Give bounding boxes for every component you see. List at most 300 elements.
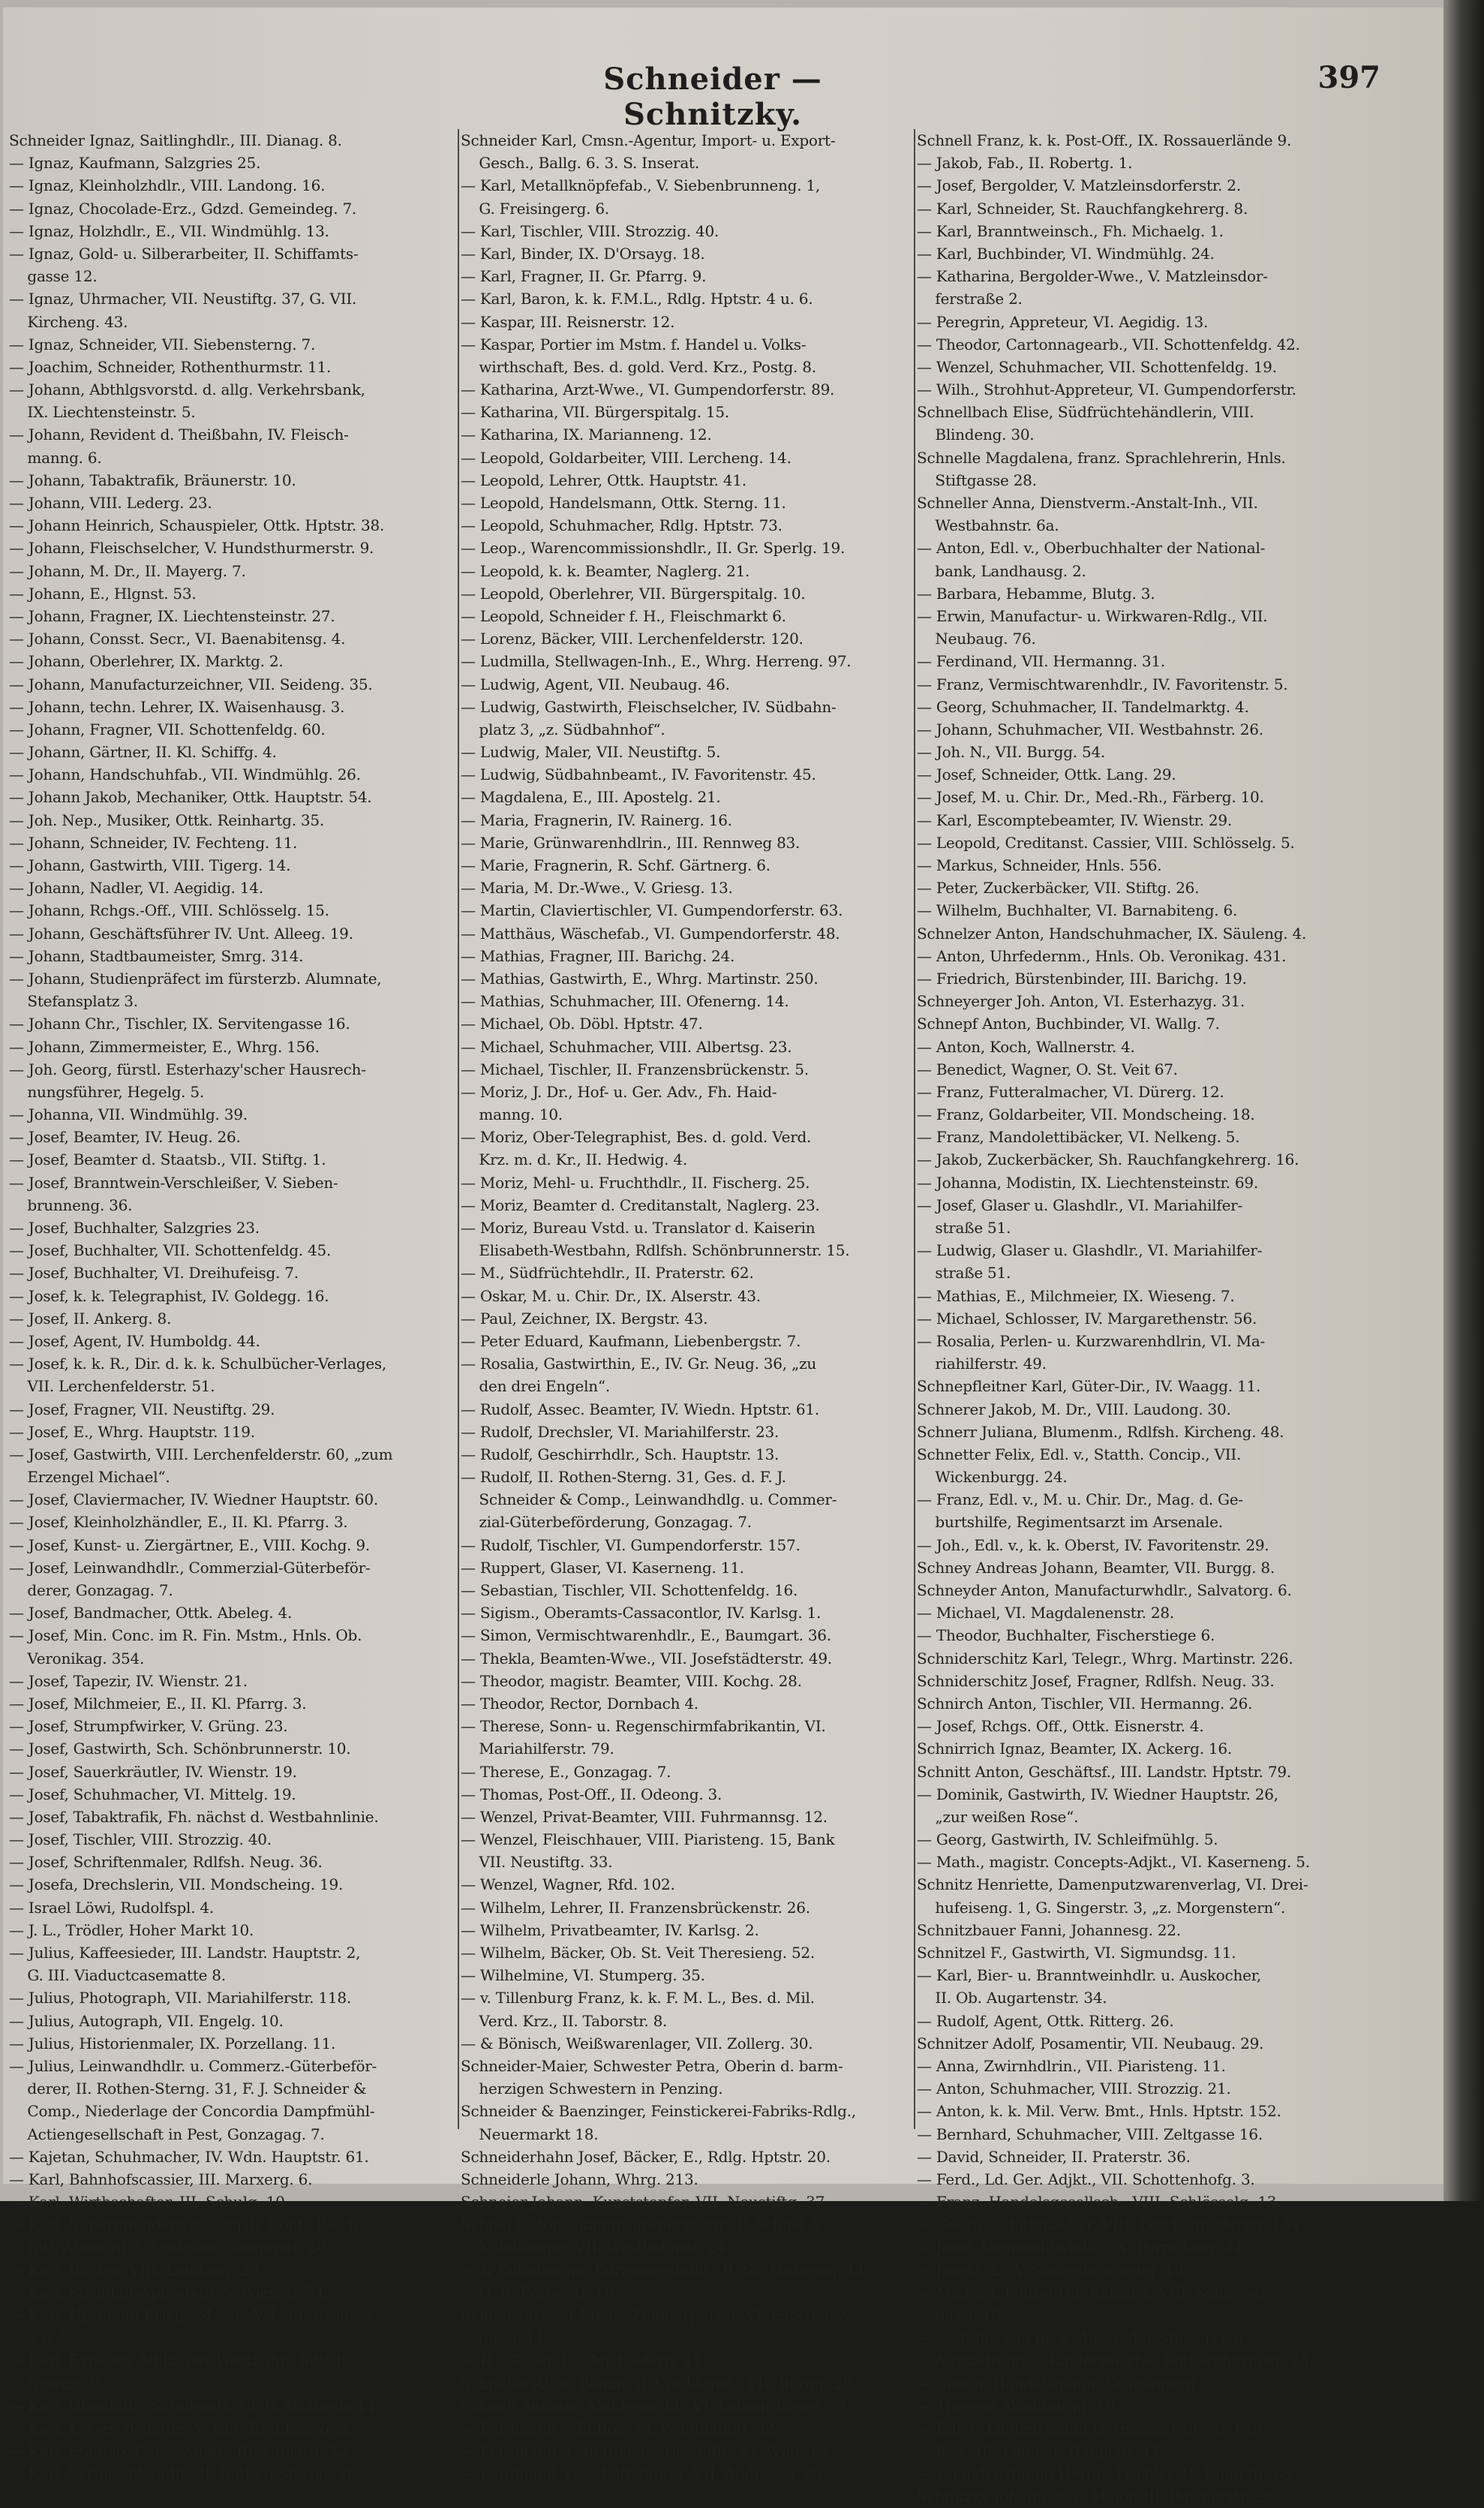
directory-entry: — Joachim, Schneider, Rothenthurmstr. 11. [9, 357, 332, 376]
directory-entry: — Ludwig, Glaser u. Glashdlr., VI. Mariahilfer- [917, 1241, 1263, 1260]
directory-entry: — v. Lindenstamm Herm., Tischler, II. Taborstr. 65. [917, 2464, 1296, 2483]
directory-entry: II. Ob. Augartenstr. 34. [917, 1989, 1107, 2007]
directory-entry: — S., Rdlg. von In- u. Ausländer-Stickereien, [917, 2329, 1248, 2347]
directory-entry: — Franz, Mandolettibäcker, VI. Nelkeng. 5. [917, 1128, 1240, 1147]
directory-entry: — Georg, Gastwirth, IV. Schleifmühlg. 5. [917, 1830, 1218, 1849]
directory-entry: — Josef, k. k. R., Dir. d. k. k. Schulbücher-Verlages, [9, 1355, 387, 1373]
directory-entry: — Johann, Tabaktrafik, Bräunerstr. 10. [9, 471, 296, 489]
directory-entry: — Moriz, J. Dr., Hof- u. Ger. Adv., Fh. Haid- [461, 1082, 777, 1101]
directory-entry: — Josef, Rchgs. Off., Ottk. Eisnerstr. 4. [917, 1717, 1204, 1736]
directory-entry: — Johann, Handschuhfab., VII. Windmühlg. 26. [9, 765, 361, 784]
directory-entry: Krz. m. d. Kr., II. Hedwig. 4. [461, 1150, 687, 1169]
directory-entry: — Ferdinand, VII. Hermanng. 31. [917, 652, 1165, 671]
directory-entry: wirthschaft, Bes. d. gold. Verd. Krz., Postg. 8. [461, 357, 816, 376]
directory-entry: — Josef, Glaser u. Glashdlr., VI. Mariahilfer- [917, 1195, 1242, 1214]
directory-entry: — Johann, M. Dr., II. Mayerg. 7. [9, 561, 246, 580]
directory-entry: IX. Liechtensteinstr. 5. [9, 403, 196, 422]
directory-entry: Westbahnstr. 6a. [917, 516, 1059, 535]
directory-column-2 [461, 129, 915, 2483]
directory-entry: — Ludmilla, Stellwagen-Inh., E., Whrg. Herreng. 97. [461, 652, 852, 671]
directory-entry: — & Bönisch, Weißwarenlager, VII. Zollerg. 30. [461, 2034, 813, 2052]
directory-entry: — Ludwig, Agent, VII. Neubaug. 46. [461, 675, 730, 693]
directory-entry: — Joh. N., VII. Burgg. 54. [917, 743, 1106, 762]
directory-entry: — Josef, Leinwandhdlr., Commerzial-Güterbeför- [9, 1558, 371, 1577]
directory-entry: — Ferdinand v. Entlor., VI. Windmühlg. 32. [461, 2419, 779, 2437]
directory-entry: — Johann Jakob, Mechaniker, Ottk. Hauptstr. 54. [9, 788, 372, 807]
directory-entry: — Georg, Schuhmacher, VIII. Lerchenfelderstr. 134. [917, 2215, 1305, 2234]
directory-entry: — Moriz, Ober-Telegraphist, Bes. d. gold. Verd. [461, 1128, 812, 1147]
page-number: 397 [1317, 60, 1380, 95]
directory-entry: Stiftgasse 28. [917, 471, 1037, 489]
directory-entry: — Ignaz, Holzhdlr., E., VII. Windmühlg. 13. [9, 221, 329, 240]
directory-entry: — Josef, Beamter d. Staatsb., VII. Stiftg. 1. [9, 1150, 326, 1169]
directory-entry: — Josef, Sauerkräutler, IV. Wienstr. 19. [9, 1762, 297, 1781]
directory-entry: Schnerer Jakob, M. Dr., VIII. Laudong. 30. [917, 1400, 1231, 1418]
directory-entry: Schnitzer Adolf, Posamentir, VII. Neubaug. 29. [917, 2034, 1264, 2052]
directory-entry: — v. Tillenburg Franz, k. k. F. M. L., Bes. d. Mil. [461, 1989, 815, 2007]
directory-entry: — Matthäus, Wäschefab., VI. Gumpendorferstr. 48. [461, 924, 840, 943]
directory-entry: — Sebastian, Tischler, VII. Schottenfeldg. 16. [461, 1581, 798, 1599]
directory-entry: — M., Südfrüchtehdlr., II. Praterstr. 62. [461, 1264, 754, 1283]
directory-entry: — Josef, Agent, IV. Humboldg. 44. [9, 1331, 260, 1350]
directory-entry: straße 51. [917, 1264, 1011, 1283]
directory-entry: — Johann, Fragner, VII. Schottenfeldg. 60. [9, 720, 326, 738]
directory-entry: — Karl, Strohhut-Appreteur, V. Wienstr. 71. [9, 2283, 330, 2302]
directory-entry: Actiengesellschaft in Pest, Gonzagag. 7. [9, 2125, 325, 2143]
directory-entry: Schnetter Felix, Edl. v., Statth. Concip., VII. [917, 1445, 1242, 1463]
directory-entry: den drei Engeln“. [461, 1377, 610, 1396]
directory-entry: — Julius, Photograph, VII. Mariahilferstr. 118. [9, 1989, 351, 2007]
directory-entry: Bes., III. Landstr. Hauptstr. 17. [917, 2442, 1166, 2461]
directory-entry: Neuermarkt 18. [461, 2125, 599, 2143]
directory-entry: VII. Lerchenfelderstr. 51. [9, 1377, 215, 1396]
directory-entry: Gesch., Ballg. 6. 3. S. Inserat. [461, 154, 699, 173]
directory-entry: — Rudolf, Assec. Beamter, IV. Wiedn. Hptstr. 61. [461, 1400, 819, 1418]
directory-entry: — Josef, Buchhalter, VI. Dreihufeisg. 7. [9, 1264, 299, 1283]
directory-entry: Schnitz Henriette, Damenputzwarenverlag, VI. Drei- [917, 1875, 1308, 1894]
directory-entry: — Anton, Uhrfedernm., Hnls. Ob. Veronikag. 431. [917, 946, 1287, 965]
directory-entry: — Michael, Polizei-Dir.-Kanzlist, VIII. Schlössel- [917, 2283, 1270, 2302]
directory-entry: — Anna, Zwirnhdlrin., VII. Piaristeng. 11. [917, 2056, 1226, 2075]
directory-entry: — Michael, Schuhmacher, VIII. Albertsg. 23. [461, 1037, 792, 1056]
directory-entry: — Rudolf, Geschirrhdlr., Sch. Hauptstr. 13. [461, 1445, 780, 1463]
directory-entry: — Ignaz, Gold- u. Silberarbeiter, II. Schiffamts- [9, 244, 359, 263]
directory-entry: brunneng. 36. [9, 1195, 133, 1214]
directory-entry: — Karl, Staatsb.-Casse-Adjkt., III. Ungarg. 52. [9, 2442, 352, 2461]
directory-entry: — Johann Chr., Tischler, IX. Servitengasse 16. [9, 1015, 350, 1033]
directory-entry: — Johann, techn. Lehrer, IX. Waisenhausg. 3. [9, 697, 345, 716]
directory-entry: — Ludwig, Maler, VII. Neustiftg. 5. [461, 743, 721, 762]
directory-entry: Schneider Karl, Cmsn.-Agentur, Import- u. Export- [461, 131, 836, 149]
directory-entry: — Ludwig, Gastwirth, Fleischselcher, IV. Südbahn- [461, 697, 837, 716]
directory-entry: Neubaug. 76. [917, 630, 1036, 648]
directory-entry: — Michael, VI. Magdalenenstr. 28. [917, 1604, 1174, 1622]
directory-entry: — Bernhard, Schuhmacher, VIII. Zeltgasse 16. [917, 2125, 1263, 2143]
directory-entry: Schnelzer Anton, Handschuhmacher, IX. Säuleng. 4. [917, 924, 1307, 943]
directory-entry: — Josef, Buchhalter, VII. Schottenfeldg. 45. [9, 1241, 332, 1260]
directory-entry: — Julius, Kaffeesieder, III. Landstr. Hauptstr. 2, [9, 1944, 361, 1962]
directory-entry: Schniderschitz Karl, Telegr., Whrg. Martinstr. 226. [917, 1649, 1293, 1667]
directory-entry: Schnell Franz, k. k. Post-Off., IX. Rossauerlände 9. [917, 131, 1292, 149]
directory-entry: Schnerr Juliana, Blumenm., Rdlfsh. Kircheng. 48. [917, 1422, 1284, 1441]
directory-entry: — Ferdinand, Geschäftsführer, VII. Andreasg. 25. [461, 2464, 828, 2483]
directory-entry: — Johann, E., Hlgnst. 53. [9, 584, 197, 603]
directory-entry: — Karl, Schneider, St. Rauchfangkehrerg. 8. [917, 199, 1248, 218]
directory-entry: bank, Landhausg. 2. [917, 561, 1086, 580]
directory-entry: — Josef, M. u. Chir. Dr., Med.-Rh., Färberg. 10. [917, 788, 1264, 807]
directory-entry: — Joh. Georg, fürstl. Esterhazy'scher Hausrech- [9, 1060, 366, 1078]
directory-entry: — Johann, Revident d. Theißbahn, IV. Fleisch- [9, 426, 349, 444]
directory-entry: Wickenburgg. 24. [917, 1468, 1068, 1487]
directory-entry: — Johann, VIII. Lederg. 23. [9, 494, 212, 512]
directory-entry: — Math., magistr. Concepts-Adjkt., VI. Kaserneng. 5. [917, 1853, 1310, 1872]
directory-entry: straße 51. [917, 1219, 1011, 1237]
directory-entry: — Johann, Stadtbaumeister, Smrg. 314. [9, 946, 304, 965]
directory-entry: — Johann, Gärtner, II. Kl. Schiffg. 4. [9, 743, 277, 762]
directory-entry: — Josef, Beamter, IV. Heug. 26. [9, 1128, 241, 1147]
directory-entry: — Leopold, Oberlehrer, VII. Bürgerspitalg. 10. [461, 584, 806, 603]
directory-entry: — Therese, Weihburgg. 10. [917, 2396, 1119, 2415]
directory-entry: — Paul, Zeichner, IX. Bergstr. 43. [461, 1309, 708, 1328]
directory-entry: — Anton, Koch, Wallnerstr. 4. [917, 1037, 1135, 1056]
directory-entry: — Josef, Branntwein-Verschleißer, V. Sieben- [9, 1173, 338, 1192]
directory-entry: Schneyder Anton, Manufacturwhdlr., Salvatorg. 6. [917, 1581, 1292, 1599]
directory-entry: — Leopold, Creditanst. Cassier, VIII. Schlösselg. 5. [917, 833, 1295, 852]
directory-entry: — Leopold, Schneider f. H., Fleischmarkt 6. [461, 606, 786, 625]
directory-entry: — Josef, Schriftenmaler, Rdlfsh. Neug. 36. [9, 1853, 323, 1872]
directory-entry: gasse 11. [461, 2329, 549, 2347]
directory-entry: — Wilhelm, Bäcker, Ob. St. Veit Theresieng. 52. [461, 1944, 816, 1962]
directory-entry: — Wilhelmine, VI. Stumperg. 35. [461, 1966, 705, 1985]
directory-entry: — Wenzel, Schuhmacher, VII. Schottenfeldg. 19. [917, 357, 1277, 376]
directory-entry: Kircheng. 43. [9, 312, 128, 331]
directory-entry: derer, II. Rothen-Sterng. 31, F. J. Schneider & [9, 2079, 367, 2098]
directory-entry: — Peregrin, Appreteur, VI. Aegidig. 13. [917, 312, 1209, 331]
directory-entry: — Anton, Schuhmacher, VIII. Strozzig. 21. [917, 2079, 1231, 2098]
directory-entry: — Katharina, VII. Bürgerspitalg. 15. [461, 403, 729, 422]
directory-entry: platz 3, „z. Südbahnhof“. [461, 720, 665, 738]
directory-entry: — Oskar, M. u. Chir. Dr., IX. Alserstr. 43. [461, 1286, 761, 1305]
directory-entry: — Johann, Schneider, IV. Fechteng. 11. [9, 833, 298, 852]
directory-entry: — Leop., Warencommissionshdlr., II. Gr. Sperlg. 19. [461, 539, 846, 558]
directory-entry: — Johann, Fleischselcher, V. Hundsthurmerstr. 9. [9, 539, 374, 558]
directory-entry: — Friedrich, Bürstenbinder, III. Barichg. 19. [917, 969, 1247, 988]
directory-entry: hufeiseng. 1, G. Singerstr. 3, „z. Morgenstern“. [917, 1898, 1286, 1917]
directory-entry: Stefansplatz 3. [9, 992, 138, 1011]
directory-entry: — Josef, Schneider, Ottk. Lang. 29. [917, 765, 1176, 784]
directory-entry: — Wilhelm, Privatbeamter, IV. Karlsg. 2. [461, 1920, 759, 1939]
directory-entry: Verd. Krz., II. Taborstr. 8. [461, 2011, 668, 2030]
directory-entry: — Kajetan, Schuhmacher, IV. Wdn. Hauptstr. 61. [9, 2147, 369, 2166]
directory-entry: — Georg, Schuhmacher, II. Tandelmarktg. 4. [917, 697, 1249, 716]
directory-entry: — Moriz, Bureau Vstd. u. Translator d. Kaiserin [461, 1219, 816, 1237]
directory-entry: — Magdalena, E., III. Apostelg. 21. [461, 788, 721, 807]
directory-entry: — Josef, Tabaktrafik, Fh. nächst d. Westbahnlinie. [9, 1807, 379, 1826]
directory-column-3 [917, 129, 1367, 2506]
directory-entry: Kohnberger, VII. Westbahnstr. 24. [461, 2238, 731, 2257]
directory-entry: Comp., Niederlage der Concordia Dampfmühl- [9, 2102, 375, 2121]
directory-entry: — Maria, Fragnerin, IV. Rainerg. 16. [461, 810, 732, 829]
directory-entry: — Leopold, Schuhmacher, Rdlg. Hptstr. 73. [461, 516, 783, 535]
directory-entry: — Katharina, IX. Marianneng. 12. [461, 426, 712, 444]
directory-entry: — Johann, Manufacturzeichner, VII. Seideng. 35. [9, 675, 373, 693]
directory-entry: — Karl, Hptm. im Kriegs-Mstm., V. Laurenzgasse [9, 2306, 374, 2324]
directory-entry: — Mathias, E., Milchmeier, IX. Wieseng. 7. [917, 1286, 1235, 1305]
directory-entry: ferstraße 2. [917, 290, 1023, 308]
directory-entry: — Josefa, E., V. Siebenbrunneng. 10. [917, 2260, 1188, 2279]
directory-entry: — Mathias, Gastwirth, E., Whrg. Martinstr. 250. [461, 969, 819, 988]
directory-entry: Schniderschitz Josef, Fragner, Rdlfsh. Neug. 33. [917, 1671, 1275, 1690]
running-head-title: Schneider — Schnitzky. [603, 62, 822, 132]
directory-entry: — Katharina, Arzt-Wwe., VI. Gumpendorferstr. 89. [461, 380, 835, 399]
directory-entry: VII. Neustiftg. 33. [461, 1853, 613, 1872]
directory-entry: — Ruppert, Glaser, VI. Kaserneng. 11. [461, 1558, 744, 1577]
directory-entry: — Johann, Fragner, IX. Liechtensteinstr. 27. [9, 606, 335, 625]
directory-entry: — Ignaz, Kaufmann, Salzgries 25. [9, 154, 261, 173]
directory-entry: — Israel Löwi, Rudolfspl. 4. [9, 1898, 214, 1917]
directory-entry: herzigen Schwestern in Penzing. [461, 2079, 723, 2098]
directory-entry: — Franz, Vermischtwarenhdlr., IV. Favoritenstr. 5. [917, 675, 1288, 693]
directory-entry: — Rosalia, Gastwirthin, E., IV. Gr. Neug. 36, „zu [461, 1355, 816, 1373]
directory-entry: — Benedict, Wagner, O. St. Veit 67. [917, 1060, 1178, 1078]
directory-entry: — Josef, Claviermacher, IV. Wiedner Hauptstr. 60. [9, 1490, 378, 1509]
directory-entry: — Ignaz, Chocolade-Erz., Gdzd. Gemeindeg. 7. [9, 199, 357, 218]
directory-entry: — Julius, Historienmaler, IX. Porzellang. 11. [9, 2034, 336, 2052]
directory-entry: — Johann, Abthlgsvorstd. d. allg. Verkehrsbank, [9, 380, 365, 399]
directory-entry: — Rosalia, Perlen- u. Kurzwarenhdlrin, VI. Ma- [917, 1331, 1266, 1350]
directory-entry: Schnekenreiter Mich., Zimmerputzer, VI. Esterhazy- [461, 2306, 850, 2324]
directory-entry: Schnel Isidor, Gummiwarenerzeugr., F. Schnel & [461, 2215, 823, 2234]
directory-entry: gasse 12. [9, 267, 98, 286]
directory-entry: Schnelka Alois, Beamt. d. Creditanst., VII. Burgg. 20. [461, 2374, 858, 2392]
directory-entry: — Moriz, Beamter d. Creditanstalt, Naglerg. 23. [461, 1195, 820, 1214]
directory-entry: — Josef, Kunst- u. Ziergärtner, E., VIII. Kochg. 9. [9, 1535, 370, 1554]
directory-entry: — Leopold, Lehrer, Ottk. Hauptstr. 41. [461, 471, 747, 489]
directory-entry: — Mathias, Schuhmacher, III. Ofenerng. 14. [461, 992, 789, 1011]
directory-entry: — Josef, Tapezir, IV. Wienstr. 21. [9, 1671, 248, 1690]
directory-entry: — Josef, II. Ankerg. 8. [9, 1309, 172, 1328]
directory-entry: — Kaspar, III. Reisnerstr. 12. [461, 312, 675, 331]
directory-entry: — Josef, Gastwirth, VIII. Lerchenfelderstr. 60, „zum [9, 1445, 393, 1463]
directory-entry: — Anton, Edl. v., Oberbuchhalter der National- [917, 539, 1266, 558]
directory-entry: — Mathias, Fragner, III. Barichg. 24. [461, 946, 735, 965]
directory-entry: Elisabeth-Westbahn, Rdlfsh. Schönbrunnerstr. 15. [461, 1241, 850, 1260]
directory-entry: — Josefa, Drechslerin, VII. Mondscheing. 19. [9, 1875, 344, 1894]
directory-entry: — Josef, Strumpfwirker, V. Grüng. 23. [9, 1717, 288, 1736]
directory-entry: Schnellbach Elise, Südfrüchtehändlerin, VIII. [917, 403, 1254, 422]
directory-entry: — Josef, Min. Conc. im R. Fin. Mstm., Hnls. Ob. [9, 1626, 362, 1645]
directory-entry: — Edl. v. Lindenstamm Hermann, Guts- u. Fab. [917, 2419, 1266, 2437]
directory-entry: — Rudolf, II. Rothen-Sterng. 31, Ges. d. F. J. [461, 1468, 786, 1487]
directory-entry: — Erwin, Manufactur- u. Wirkwaren-Rdlg., VII. [917, 606, 1268, 625]
directory-entry: Schnell Antonia, Mehlverschl., VI. Laimgrubeng. 27. [461, 2396, 852, 2415]
directory-entry: — Johanna, Modistin, IX. Liechtensteinstr. 69. [917, 1173, 1258, 1192]
directory-entry: — Johann, Nadler, VI. Aegidig. 14. [9, 879, 263, 898]
directory-entry: — Wilh., Strohhut-Appreteur, VI. Gumpendorferstr. [917, 380, 1296, 399]
directory-entry: — Ferd., Ld. Ger. Adjkt., VII. Schottenhofg. 3. [917, 2170, 1255, 2188]
directory-entry: — Therese, E., Gonzagag. 7. [461, 1762, 671, 1781]
directory-entry: derer, Gonzagag. 7. [9, 1581, 173, 1599]
directory-entry: zial-Güterbeförderung, Gonzagag. 7. [461, 1513, 752, 1532]
directory-entry: — Josef, Buchhalter, Salzgries 23. [9, 1219, 260, 1237]
directory-entry: — Karl, Expedits Adjkt. der Westbahn, Rdlfsh. [9, 2351, 351, 2370]
directory-entry: — Joh., Edl. v., k. k. Oberst, IV. Favoritenstr. 29. [917, 1535, 1269, 1554]
directory-entry: — Johann, Studienpräfect im fürsterzb. Alumnate, [9, 969, 382, 988]
directory-entry: — Simon, Vermischtwarenhdlr., E., Baumgart. 36. [461, 1626, 831, 1645]
directory-entry: Schneider Ignaz, Saitlinghdlr., III. Dianag. 8. [9, 131, 342, 149]
directory-entry: — Rudolf, Tischler, VI. Gumpendorferstr. 157. [461, 1535, 801, 1554]
directory-entry: — Rudolf, Agent, Ottk. Ritterg. 26. [917, 2011, 1174, 2030]
directory-entry: — Ignaz, Schneider, VII. Siebensterng. 7. [9, 335, 316, 353]
directory-entry: manng. 10. [461, 1105, 563, 1124]
directory-entry: — Ignaz, Uhrmacher, VII. Neustiftg. 37, G. VII. [9, 290, 357, 308]
directory-entry: — Karl, Binder, IX. D'Orsayg. 18. [461, 244, 705, 263]
directory-entry: Ausstattung u. Kinderwäsche, Rothenthurmstr. 25. [917, 2351, 1314, 2370]
directory-entry: manng. 6. [9, 448, 102, 467]
directory-entry: — Leopold, Goldarbeiter, VIII. Lercheng. 14. [461, 448, 792, 467]
directory-entry: — Johanna, VII. Windmühlg. 39. [9, 1105, 248, 1124]
directory-entry: — Josef, Fragner, VII. Neustiftg. 29. [9, 1400, 275, 1418]
directory-entry: — Thomas, Post-Off., II. Odeong. 3. [461, 1785, 722, 1803]
directory-entry: — Lorenz, Bäcker, VIII. Lerchenfelderstr. 120. [461, 630, 804, 648]
directory-entry: Schnelle Magdalena, franz. Sprachlehrerin, Hnls. [917, 448, 1286, 467]
directory-entry: — Marie, Fragnerin, R. Schf. Gärtnerg. 6. [461, 856, 771, 874]
directory-entry: — Theodor, magistr. Beamter, VIII. Kochg. 28. [461, 1671, 802, 1690]
directory-entry: Schneyerger Joh. Anton, VI. Esterhazyg. 31. [917, 992, 1245, 1011]
directory-entry: — Karl, L. Ger.-Beamter, V. Unt. Bräuhausg. 2. [9, 2419, 353, 2437]
directory-entry: — Barbara, Hebamme, Blutg. 3. [917, 584, 1155, 603]
directory-entry: — Johann Heinrich, Schauspieler, Ottk. Hptstr. 38. [9, 516, 385, 535]
directory-entry: — Theodor, Rector, Dornbach 4. [461, 1694, 698, 1713]
directory-entry: rath Abgeord. f. Schlesien, Singerstr. 20. [9, 2238, 331, 2257]
directory-entry: G. III. Viaductcasematte 8. [9, 1966, 226, 1985]
directory-entry: — Karl, Bahnhofscassier, III. Marxerg. 6. [9, 2170, 313, 2188]
directory-entry: — Franz, Futteralmacher, VI. Dürerg. 12. [917, 1082, 1224, 1101]
directory-entry: — Josef, Schuhmacher, VI. Mittelg. 19. [9, 1785, 296, 1803]
directory-entry: G. Freisingerg. 6. [461, 199, 609, 218]
directory-entry: Schnirrich Ignaz, Beamter, IX. Ackerg. 16. [917, 1740, 1232, 1758]
directory-entry: 3 u. 5. [9, 2329, 74, 2347]
directory-entry: — Michael, Ob. Döbl. Hptstr. 47. [461, 1015, 703, 1033]
directory-entry: Grenzg. 9. [9, 2374, 105, 2392]
directory-entry: „zur weißen Rose“. [917, 1807, 1079, 1826]
directory-entry: — Josef, Vermischtwhdlr., IX. Porzellang. 44. [917, 2238, 1248, 2257]
directory-entry: — Josef, E., Whrg. Hauptstr. 119. [9, 1422, 255, 1441]
directory-entry: — Leopold, Handelsmann, Ottk. Sterng. 11. [461, 494, 786, 512]
directory-entry: gasse 19. [917, 2306, 1005, 2324]
directory-entry: — Kaspar, Portier im Mstm. f. Handel u. Volks- [461, 335, 807, 353]
directory-entry: — Wenzel, Fleischhauer, VIII. Piaristeng. 15, Bank [461, 1830, 835, 1849]
directory-entry: Schneider-Maier, Schwester Petra, Oberin d. barm- [461, 2056, 843, 2075]
directory-entry: Schnitzel F., Gastwirth, VI. Sigmundsg. 11. [917, 1944, 1236, 1962]
directory-entry: — Josef, Milchmeier, E., II. Kl. Pfarrg. 3. [9, 1694, 307, 1713]
directory-entry: — Moriz, Mehl- u. Fruchthdlr., II. Fischerg. 25. [461, 1173, 810, 1192]
directory-entry: — Marie, Grünwarenhdlrin., III. Rennweg 83. [461, 833, 801, 852]
directory-entry: — Josef, Gastwirth, Sch. Schönbrunnerstr. 10. [9, 1740, 351, 1758]
directory-entry: Schneiderhahn Josef, Bäcker, E., Rdlg. Hptstr. 20. [461, 2147, 831, 2166]
directory-entry: — Johann, Schuhmacher, VII. Westbahnstr. 26. [917, 720, 1263, 738]
directory-entry: — Wilhelm, Buchhalter, VI. Barnabiteng. 6. [917, 901, 1238, 920]
directory-entry: — Karl, Bier- u. Branntweinhdlr. u. Auskocher, [917, 1966, 1261, 1985]
directory-entry: — Karl, Wirthschafter, III. Schulg. 10. [9, 2193, 290, 2212]
directory-entry: — Franz, Edl. v., M. u. Chir. Dr., Mag. d. Ge- [917, 1490, 1243, 1509]
directory-entry: — Peter, Zuckerbäcker, VII. Stiftg. 26. [917, 879, 1200, 898]
directory-entry: — Johann, Consst. Secr., VI. Baenabitensg. 4. [9, 630, 346, 648]
directory-entry: — Josef, Bergolder, V. Matzleinsdorferstr. 2. [917, 176, 1241, 195]
directory-entry: — Karl, Bäcker, VIII. Laudong. 23. [9, 2260, 264, 2279]
directory-entry: Schneller Anna, Dienstverm.-Anstalt-Inh., VII. [917, 494, 1258, 512]
directory-entry: — Josef, Kleinholzhändler, E., II. Kl. Pfarrg. 3. [9, 1513, 348, 1532]
directory-entry: — Wenzel, Wagner, Rfd. 102. [461, 1875, 675, 1894]
directory-entry: — Maria, M. Dr.-Wwe., V. Griesg. 13. [461, 879, 733, 898]
directory-entry: riahilferstr. 49. [917, 1355, 1047, 1373]
directory-entry: Schneiderle Johann, Whrg. 213. [461, 2170, 698, 2188]
directory-entry: Schneider & Baenzinger, Feinstickerei-Fabriks-Rdlg., [461, 2102, 856, 2121]
directory-entry: — Ignaz, Kleinholzhdlr., VIII. Landong. 16. [9, 176, 326, 195]
directory-entry: — Josef, Tischler, VIII. Strozzig. 40. [9, 1830, 272, 1849]
directory-entry: Schnitzky Johann, k. k. Major, III. Reisnerstr. 28. [917, 2487, 1278, 2506]
directory-entry: — Ferdinand, Ledergalanteriewhdlr., VI. Wdg. 15. [461, 2442, 833, 2461]
directory-entry: Schnitt Anton, Geschäftsf., III. Landstr. Hptstr. 79. [917, 1762, 1291, 1781]
directory-entry: — Thekla, Beamten-Wwe., VII. Josefstädterstr. 49. [461, 1649, 832, 1667]
directory-entry: — J. L., Trödler, Hoher Markt 10. [9, 1920, 254, 1939]
directory-entry: nungsführer, Hegelg. 5. [9, 1082, 204, 1101]
directory-entry: — Michael, Tischler, II. Franzensbrückenstr. 5. [461, 1060, 809, 1078]
directory-entry: — R., Glaser, Fh. Michaelerg. 11. [461, 2351, 707, 2370]
directory-entry: — Karl, Escomptebeamter, IV. Wienstr. 29. [917, 810, 1232, 829]
directory-entry: — Julius, Autograph, VII. Engelg. 10. [9, 2011, 284, 2030]
directory-entry: — Karl, Vermischtwhdlr., II. Rothen-Sterng. 26. [9, 2464, 361, 2483]
directory-entry: Schneier Johann, Kunststopfer, VII. Neustiftg. 37. [461, 2193, 830, 2212]
directory-entry: — Johann, Rchgs.-Off., VIII. Schlösselg. 15. [9, 901, 329, 920]
directory-entry: — Peter Eduard, Kaufmann, Liebenbergstr. 7. [461, 1331, 801, 1350]
directory-entry: — Karl, Buchbinder, VI. Windmühlg. 24. [917, 244, 1215, 263]
directory-entry: — Johann, Gastwirth, VIII. Tigerg. 14. [9, 856, 291, 874]
directory-entry: — Josef, Bandmacher, Ottk. Abeleg. 4. [9, 1604, 293, 1622]
directory-entry: — Michael, Schlosser, IV. Margarethenstr. 56. [917, 1309, 1257, 1328]
directory-entry: — David, Schneider, II. Praterstr. 36. [917, 2147, 1191, 2166]
directory-entry: Schney Andreas Johann, Beamter, VII. Burgg. 8. [917, 1558, 1275, 1577]
directory-entry: — Josef, k. k. Telegraphist, IV. Goldegg. 16. [9, 1286, 329, 1305]
directory-entry: — Jakob, Zuckerbäcker, Sh. Rauchfangkehrerg. 16. [917, 1150, 1299, 1169]
directory-entry: — Rudolf, Drechsler, VI. Mariahilferstr. 23. [461, 1422, 780, 1441]
directory-entry: — Theodor, Buchhalter, Fischerstiege 6. [917, 1626, 1215, 1645]
directory-entry: — Franz, Goldarbeiter, VII. Mondscheing. 18. [917, 1105, 1255, 1124]
directory-column-1 [9, 129, 459, 2483]
directory-entry: Schnepf Anton, Buchbinder, VI. Wallg. 7. [917, 1015, 1220, 1033]
directory-entry: — Wenzel, Privat-Beamter, VIII. Fuhrmannsg. 12. [461, 1807, 828, 1826]
directory-entry: — Johann, Zimmermeister, E., Whrg. 156. [9, 1037, 320, 1056]
directory-entry: — Karl, Fragner, II. Gr. Pfarrg. 9. [461, 267, 707, 286]
directory-entry: — Karl, Superintendent ev. augsb. Conf., Reichs- [9, 2215, 371, 2234]
directory-entry: — Julius, Leinwandhdlr. u. Commerz.-Güterbeför- [9, 2056, 377, 2075]
directory-entry: — Therese, Sonn- u. Regenschirmfabrikantin, VI. [461, 1717, 826, 1736]
directory-entry: Blindeng. 30. [917, 426, 1035, 444]
directory-entry: — Karl, Tischler, VIII. Strozzig. 40. [461, 221, 719, 240]
directory-entry: — & Kohnberger, Kurzwarenhdlg., II. Gr. Mohreng. 14, [461, 2260, 870, 2279]
directory-entry: Schnepfleitner Karl, Güter-Dir., IV. Waagg. 11. [917, 1377, 1261, 1396]
directory-entry: — Dominik, Gastwirth, IV. Wiedner Hauptstr. 26, [917, 1785, 1278, 1803]
directory-entry: — Leopold, k. k. Beamter, Naglerg. 21. [461, 561, 750, 580]
directory-entry: — Karl, Glasshdlr., Schulerstr. 18, G. Wollzeile 14. [9, 2396, 380, 2415]
directory-entry: — Theodor, Cartonnagearb., VII. Schottenfeldg. 42. [917, 335, 1300, 353]
directory-entry: — Simon, Handelsmann, Grünangerg. 7. [917, 2374, 1218, 2392]
directory-entry: — Wilhelm, Lehrer, II. Franzensbrückenstr. 26. [461, 1898, 810, 1917]
directory-entry: Mariahilferstr. 79. [461, 1740, 614, 1758]
directory-entry: Schnitzbauer Fanni, Johannesg. 22. [917, 1920, 1181, 1939]
directory-entry: — Joh. Nep., Musiker, Ottk. Reinhartg. 35. [9, 810, 324, 829]
directory-entry: — Johann, Oberlehrer, IX. Marktg. 2. [9, 652, 284, 671]
